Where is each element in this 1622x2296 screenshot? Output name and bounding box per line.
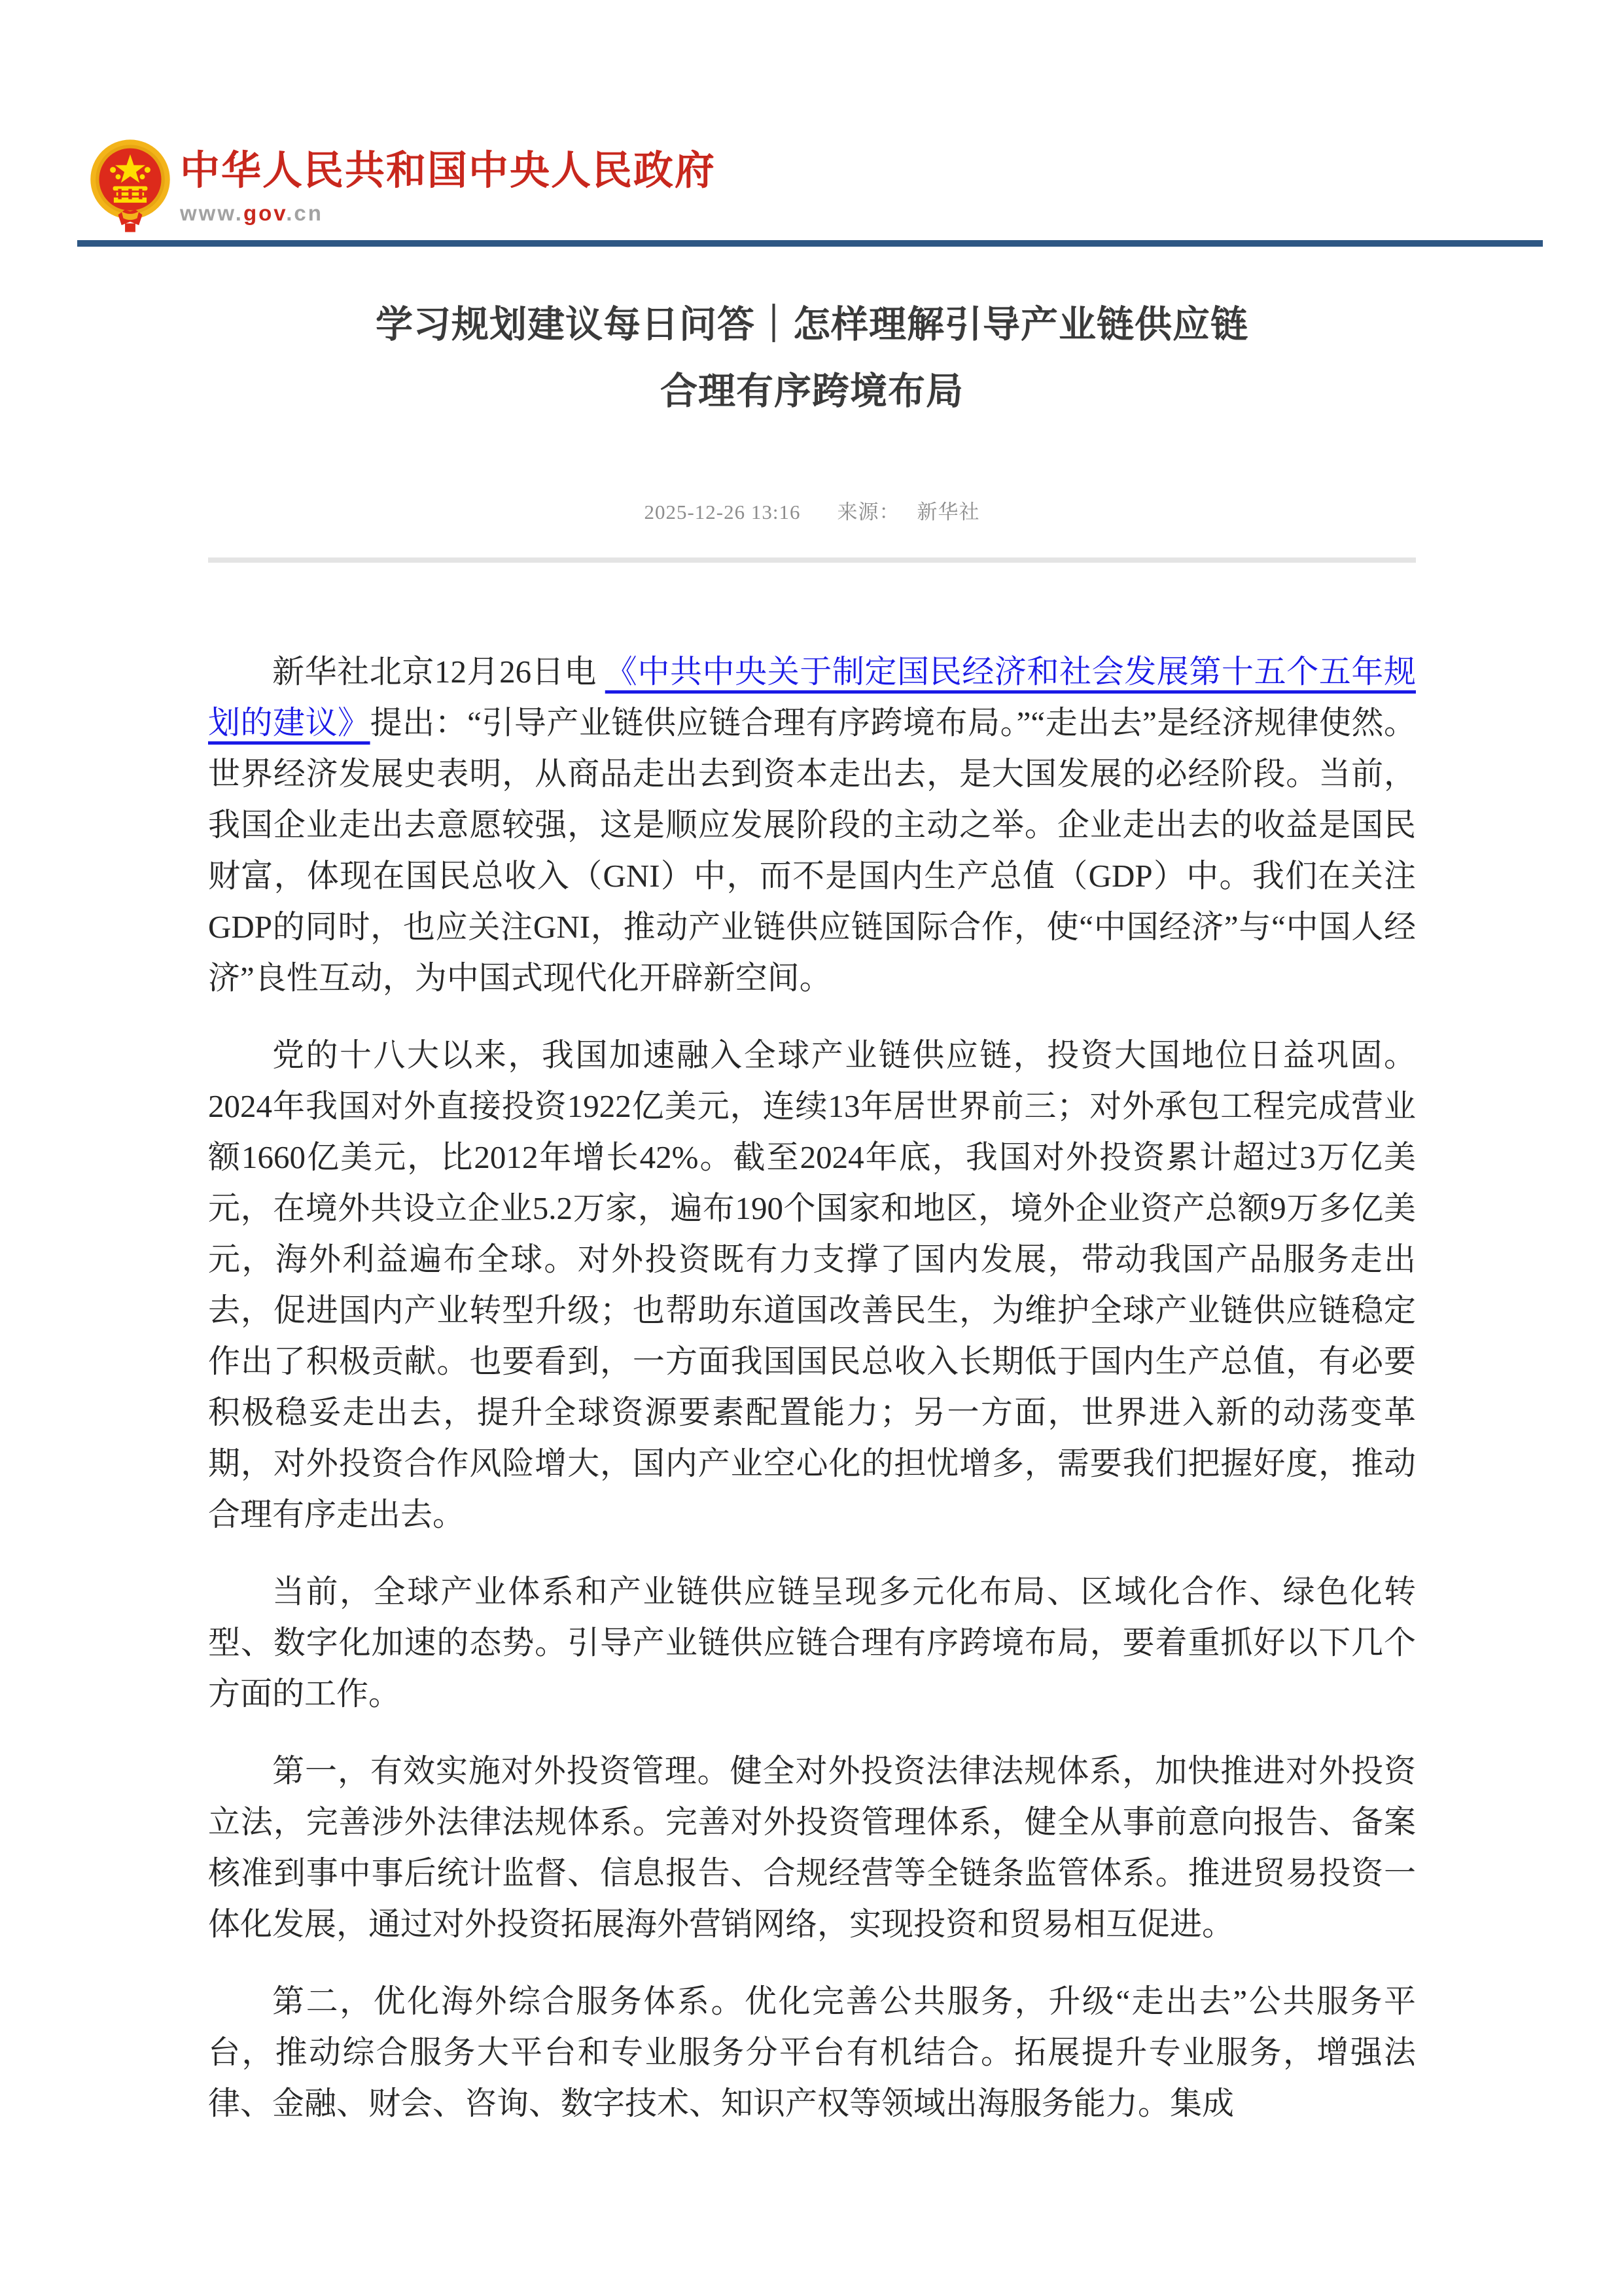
site-url[interactable]: [180, 201, 716, 226]
paragraph-3: 当前，全球产业体系和产业链供应链呈现多元化布局、区域化合作、绿色化转型、数字化加速的态势。引导产业链供应链合理有序跨境布局，要着重抓好以下几个方面的工作。: [208, 1574, 1416, 1712]
policy-document-link[interactable]: 《中共中央关于制定国民经济和社会发展第十五个五年规划的建议》: [208, 654, 1416, 741]
site-url-cn: .cn: [286, 201, 323, 225]
article-body: [208, 646, 1416, 2129]
site-name: 中华人民共和国中央人民政府: [180, 148, 716, 192]
article-meta: [208, 495, 1416, 525]
paragraph-4: 第一，有效实施对外投资管理。健全对外投资法律法规体系，加快推进对外投资立法，完善涉外法律法规体系。完善对外投资管理体系，健全从事前意向报告、备案核准到事中事后统计监督、信息报告、合规经营等全链条监管体系。推进贸易投资一体化发展，通过对外投资拓展海外营销网络，实现投资和贸易相互促进。: [208, 1753, 1416, 1942]
site-url-gov: gov: [243, 201, 287, 225]
paragraph-1-rest: 提出：“引导产业链供应链合理有序跨境布局。”“走出去”是经济规律使然。世界经济发展史表明，从商品走出去到资本走出去，是大国发展的必经阶段。当前，我国企业走出去意愿较强，这是顺应发展阶段的主动之举。企业走出去的收益是国民财富，体现在国民总收入（GNI）中，而不是国内生产总值（GDP）中。我们在关注GDP的同时，也应关注GNI，推动产业链供应链国际合作，使“中国经济”与“中国人经济”良性互动，为中国式现代化开辟新空间。: [208, 705, 1416, 996]
site-header: [87, 139, 716, 236]
article: [208, 291, 1416, 2155]
site-url-www: www.: [180, 201, 243, 225]
publish-date: 2025-12-26 13:16: [644, 501, 801, 523]
header-rule: [77, 240, 1543, 247]
article-title-line-2: 合理有序跨境布局: [660, 370, 964, 412]
paragraph-2: 党的十八大以来，我国加速融入全球产业链供应链，投资大国地位日益巩固。2024年我国对外直接投资1922亿美元，连续13年居世界前三；对外承包工程完成营业额1660亿美元，比2012年增长42%。截至2024年底，我国对外投资累计超过3万亿美元，在境外共设立企业5.2万家，遍布190个国家和地区，境外企业资产总额9万多亿美元，海外利益遍布全球。对外投资既有力支撑了国内发展，带动我国产品服务走出去，促进国内产业转型升级；也帮助东道国改善民生，为维护全球产业链供应链稳定作出了积极贡献。也要看到，一方面我国国民总收入长期低于国内生产总值，有必要积极稳妥走出去，提升全球资源要素配置能力；另一方面，世界进入新的动荡变革期，对外投资合作风险增大，国内产业空心化的担忧增多，需要我们把握好度，推动合理有序走出去。: [208, 1037, 1416, 1532]
source-name: 新华社: [917, 501, 980, 523]
article-title-line-1: 学习规划建议每日问答｜怎样理解引导产业链供应链: [376, 304, 1248, 345]
source-label: 来源：: [837, 501, 900, 523]
article-title: [208, 291, 1416, 425]
paragraph-1: [208, 646, 1416, 1004]
paragraph-1-lead: 新华社北京12月26日电: [272, 654, 605, 690]
meta-divider: [208, 557, 1416, 563]
paragraph-5: 第二，优化海外综合服务体系。优化完善公共服务，升级“走出去”公共服务平台，推动综合服务大平台和专业服务分平台有机结合。拓展提升专业服务，增强法律、金融、财会、咨询、数字技术、知识产权等领域出海服务能力。集成: [208, 1983, 1416, 2121]
national-emblem-icon: [87, 139, 173, 236]
site-title-block: [180, 149, 716, 226]
